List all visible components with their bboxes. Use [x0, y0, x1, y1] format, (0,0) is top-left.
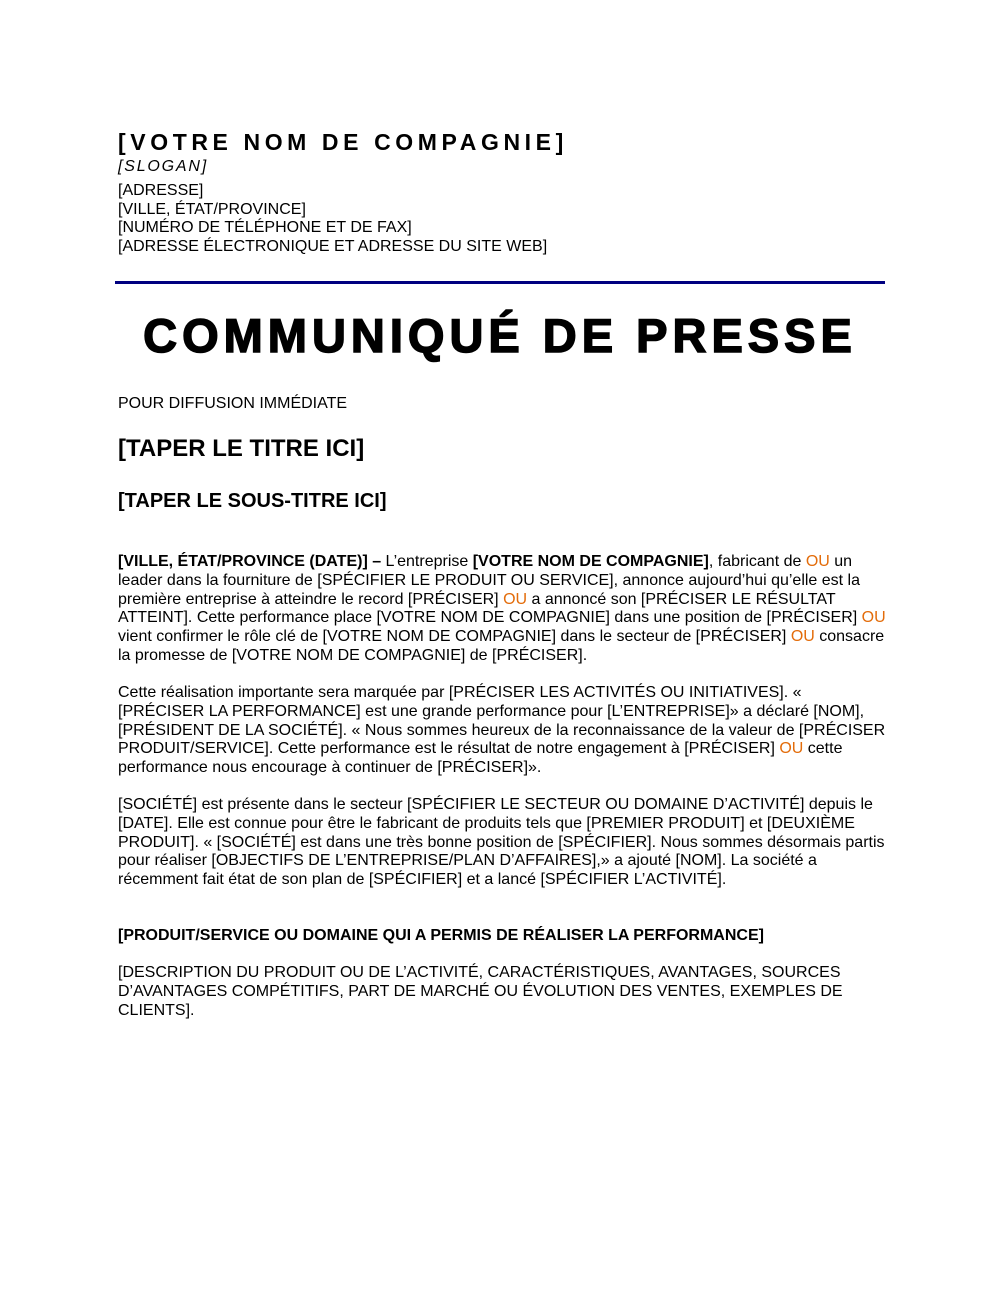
body-paragraph	[118, 796, 890, 890]
header-divider	[115, 281, 885, 284]
city-line: [VILLE, ÉTAT/PROVINCE]	[118, 200, 306, 218]
bold-text: [VOTRE NOM DE COMPAGNIE]	[472, 553, 709, 570]
headline: [TAPER LE TITRE ICI]	[118, 435, 365, 462]
highlight-or: OU	[861, 609, 886, 627]
text-run: L’entreprise	[381, 553, 473, 570]
body-paragraph	[118, 553, 890, 666]
document-title: COMMUNIQUÉ DE PRESSE	[143, 309, 857, 362]
highlight-or: OU	[503, 590, 528, 608]
text-run: , fabricant de	[708, 553, 806, 570]
phone-fax-line: [NUMÉRO DE TÉLÉPHONE ET DE FAX]	[118, 219, 412, 237]
section-heading: [PRODUIT/SERVICE OU DOMAINE QUI A PERMIS DE RÉALISER LA PERFORMANCE]	[118, 927, 764, 944]
bold-text: [VILLE, ÉTAT/PROVINCE (DATE)] –	[118, 553, 382, 570]
text-run: consacre la promesse de [VOTRE NOM DE COMPAGNIE] de [PRÉCISER].	[118, 628, 885, 664]
address-line: [ADRESSE]	[118, 182, 204, 199]
release-notice: POUR DIFFUSION IMMÉDIATE	[118, 395, 348, 412]
text-run: [SOCIÉTÉ] est présente dans le secteur [SPÉCIFIER LE SECTEUR OU DOMAINE D’ACTIVITÉ] depuis le [DATE]. Elle est connue pour être le fabricant de produits tels que [PREMIER PRODUIT] et [DEUXIÈME PRODUIT]. « [SOCIÉTÉ] est dans une très bonne position de [SPÉCIFIER]. Nous sommes désormais partis pour réaliser [OBJECTIFS DE L’ENTREPRISE/PLAN D’AFFAIRES],» a ajouté [NOM]. La société a récemment fait état de son plan de [SPÉCIFIER] et a lancé [SPÉCIFIER L’ACTIVITÉ].	[118, 796, 885, 889]
slogan: [SLOGAN]	[118, 158, 208, 175]
company-name: [VOTRE NOM DE COMPAGNIE]	[118, 129, 568, 155]
text-run: vient confirmer le rôle clé de [VOTRE NOM DE COMPAGNIE] dans le secteur de [PRÉCISER]	[118, 628, 791, 646]
text-run: cette performance nous encourage à continuer de [PRÉCISER]».	[118, 740, 843, 777]
highlight-or: OU	[779, 740, 804, 758]
address-block	[118, 182, 547, 257]
section-body: [DESCRIPTION DU PRODUIT OU DE L’ACTIVITÉ, CARACTÉRISTIQUES, AVANTAGES, SOURCES D’AVANTAGES COMPÉTITIFS, PART DE MARCHÉ OU ÉVOLUTION DES VENTES, EXEMPLES DE CLIENTS].	[118, 964, 843, 1019]
body-paragraph	[118, 684, 890, 778]
highlight-or: OU	[805, 553, 830, 570]
highlight-or: OU	[790, 628, 815, 646]
text-run: un leader dans la fourniture de [SPÉCIFIER LE PRODUIT OU SERVICE], annonce aujourd’hui qu’elle est la première entreprise à atteindre le record [PRÉCISER]	[118, 553, 861, 608]
text-run: a annoncé son [PRÉCISER LE RÉSULTAT ATTEINT]. Cette performance place [VOTRE NOM DE COMPAGNIE] dans une position de [PRÉCISER]	[118, 590, 862, 627]
email-web-line: [ADRESSE ÉLECTRONIQUE ET ADRESSE DU SITE WEB]	[118, 238, 548, 256]
text-run: Cette réalisation importante sera marquée par [PRÉCISER LES ACTIVITÉS OU INITIATIVES]. « [PRÉCISER LA PERFORMANCE] est une grande performance pour [L’ENTREPRISE]» a déclaré [NOM], [PRÉSIDENT DE LA SOCIÉTÉ]. « Nous sommes heureux de la reconnaissance de la valeur de [PRÉCISER PRODUIT/SERVICE]. Cette performance est le résultat de notre engagement à [PRÉCISER]	[118, 684, 886, 758]
subheadline: [TAPER LE SOUS-TITRE ICI]	[118, 490, 387, 512]
